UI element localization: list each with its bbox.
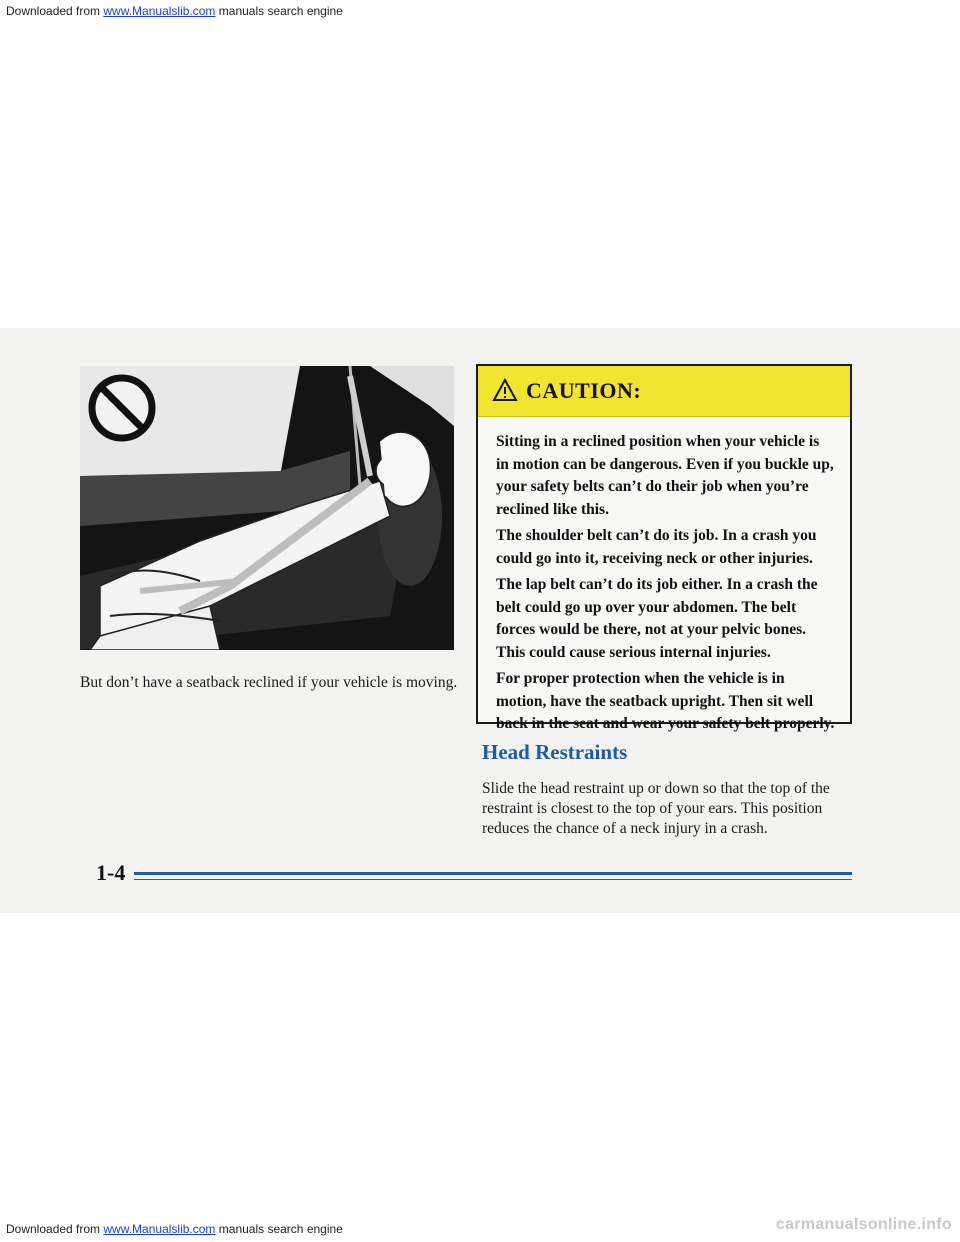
illustration-art	[80, 366, 454, 650]
caution-paragraph: The lap belt can’t do its job either. In a crash the belt could go up over your abdomen. The belt forces would be there, not at your pelvic bones. This could cause serious internal injuries.	[496, 576, 818, 661]
watermark: carmanualsonline.info	[775, 1216, 952, 1233]
caution-title: CAUTION:	[526, 378, 642, 403]
section-heading: Head Restraints	[482, 740, 628, 764]
caution-box	[476, 364, 852, 732]
caution-paragraph: Sitting in a reclined position when your vehicle is in motion can be dangerous. Even if you buckle up, your safety belts can’t do their job when you’re reclined like this.	[496, 433, 834, 518]
prohibition-icon	[92, 378, 152, 438]
caution-paragraph: For proper protection when the vehicle is in motion, have the seatback upright. Then sit well back in the seat and wear your safety belt properly.	[496, 670, 835, 732]
figure-caption: But don’t have a seatback reclined if your vehicle is moving.	[80, 674, 458, 691]
manualslib-link-bottom[interactable]: www.Manualslib.com	[103, 1222, 216, 1236]
footer-rule	[134, 872, 852, 875]
caution-paragraph: The shoulder belt can’t do its job. In a crash you could go into it, receiving neck or other injuries.	[496, 527, 817, 567]
download-banner-top: Downloaded from www.Manualslib.com manuals search engine	[6, 4, 343, 18]
caution-header	[478, 366, 850, 417]
caution-body	[478, 417, 850, 736]
page-number: 1-4	[96, 860, 126, 885]
reclined-seat-illustration	[80, 366, 454, 650]
footer-rule-thin	[134, 879, 852, 880]
manualslib-link[interactable]: www.Manualslib.com	[103, 4, 216, 18]
section-body: Slide the head restraint up or down so that the top of the restraint is closest to the top of your ears. This position reduces the chance of a neck injury in a crash.	[482, 780, 830, 837]
download-banner-bottom: Downloaded from www.Manualslib.com manuals search engine	[6, 1222, 343, 1236]
warning-triangle-icon	[492, 378, 518, 402]
